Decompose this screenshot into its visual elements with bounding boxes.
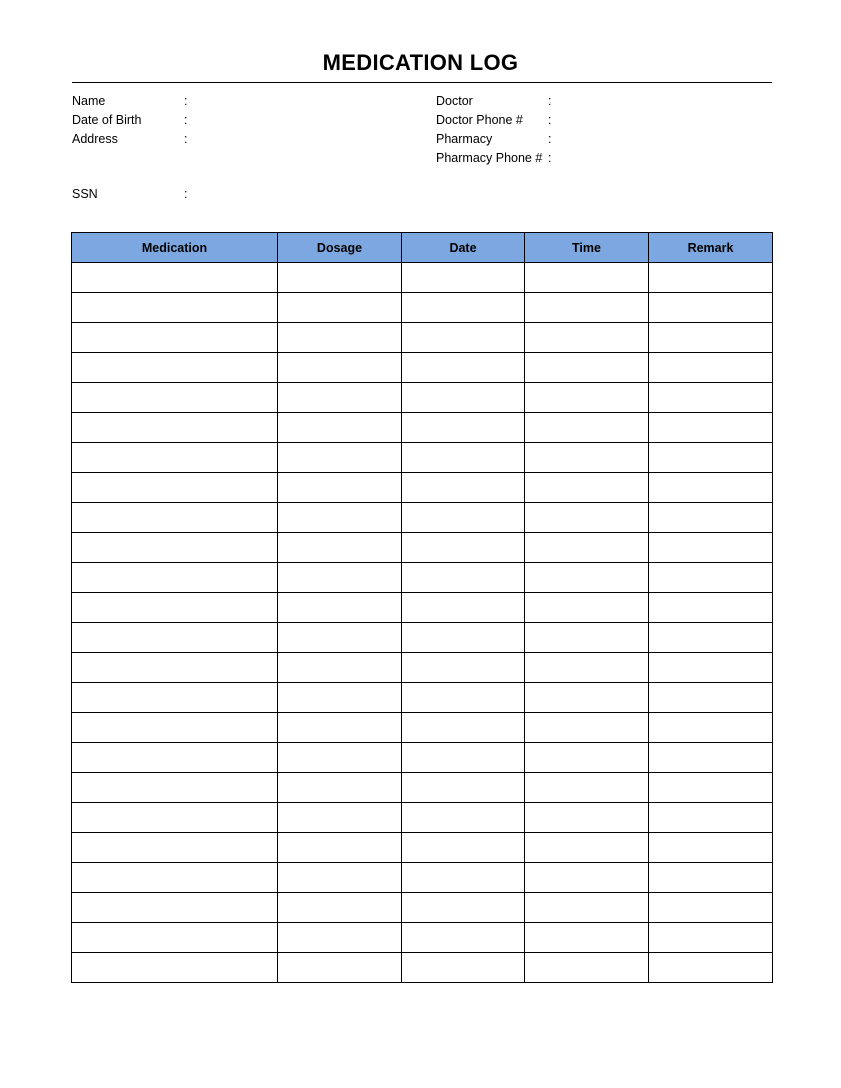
cell-dosage[interactable] (278, 803, 402, 833)
cell-time[interactable] (525, 593, 649, 623)
cell-time[interactable] (525, 653, 649, 683)
cell-medication[interactable] (72, 413, 278, 443)
table-row (72, 353, 773, 383)
table-row (72, 293, 773, 323)
cell-dosage[interactable] (278, 533, 402, 563)
cell-dosage[interactable] (278, 443, 402, 473)
cell-remark[interactable] (649, 443, 773, 473)
field-date-of-birth-label: Date of Birth (72, 113, 142, 127)
cell-time[interactable] (525, 263, 649, 293)
table-row (72, 863, 773, 893)
cell-medication[interactable] (72, 623, 278, 653)
patient-info-right-column (436, 92, 766, 168)
table-row (72, 533, 773, 563)
cell-date[interactable] (402, 533, 525, 563)
cell-date[interactable] (402, 593, 525, 623)
cell-date[interactable] (402, 683, 525, 713)
field-ssn (72, 185, 402, 204)
cell-remark[interactable] (649, 713, 773, 743)
medication-table-wrapper (71, 232, 772, 983)
column-header-medication: Medication (72, 233, 278, 263)
cell-medication[interactable] (72, 743, 278, 773)
field-doctor-label: Doctor (436, 94, 473, 108)
table-row (72, 893, 773, 923)
cell-time[interactable] (525, 413, 649, 443)
cell-time[interactable] (525, 443, 649, 473)
field-name-colon: : (184, 94, 188, 108)
cell-remark[interactable] (649, 473, 773, 503)
cell-dosage[interactable] (278, 653, 402, 683)
cell-date[interactable] (402, 923, 525, 953)
cell-date[interactable] (402, 893, 525, 923)
cell-time[interactable] (525, 893, 649, 923)
table-row (72, 953, 773, 983)
table-row (72, 713, 773, 743)
field-doctor-phone (436, 111, 766, 130)
cell-date[interactable] (402, 773, 525, 803)
cell-date[interactable] (402, 263, 525, 293)
field-name-value[interactable] (194, 92, 402, 105)
cell-dosage[interactable] (278, 683, 402, 713)
cell-date[interactable] (402, 653, 525, 683)
field-address-label: Address (72, 132, 118, 146)
field-doctor-phone-colon: : (548, 113, 552, 127)
cell-time[interactable] (525, 923, 649, 953)
cell-date[interactable] (402, 293, 525, 323)
field-pharmacy (436, 130, 766, 149)
cell-date[interactable] (402, 833, 525, 863)
cell-remark[interactable] (649, 743, 773, 773)
cell-medication[interactable] (72, 383, 278, 413)
cell-dosage[interactable] (278, 323, 402, 353)
cell-date[interactable] (402, 443, 525, 473)
cell-medication[interactable] (72, 503, 278, 533)
cell-medication[interactable] (72, 653, 278, 683)
field-pharmacy-phone-label: Pharmacy Phone # (436, 151, 543, 165)
cell-date[interactable] (402, 623, 525, 653)
cell-time[interactable] (525, 353, 649, 383)
cell-medication[interactable] (72, 803, 278, 833)
cell-medication[interactable] (72, 953, 278, 983)
cell-remark[interactable] (649, 593, 773, 623)
cell-medication[interactable] (72, 563, 278, 593)
cell-medication[interactable] (72, 293, 278, 323)
table-row (72, 473, 773, 503)
cell-remark[interactable] (649, 923, 773, 953)
field-doctor (436, 92, 766, 111)
cell-dosage[interactable] (278, 293, 402, 323)
field-date-of-birth-value[interactable] (194, 111, 402, 124)
cell-medication[interactable] (72, 683, 278, 713)
column-header-remark: Remark (649, 233, 773, 263)
medication-table (71, 232, 773, 983)
cell-time[interactable] (525, 323, 649, 353)
cell-time[interactable] (525, 473, 649, 503)
cell-dosage[interactable] (278, 713, 402, 743)
cell-date[interactable] (402, 953, 525, 983)
field-pharmacy-phone (436, 149, 766, 168)
cell-dosage[interactable] (278, 473, 402, 503)
cell-date[interactable] (402, 413, 525, 443)
cell-medication[interactable] (72, 353, 278, 383)
table-row (72, 593, 773, 623)
cell-remark[interactable] (649, 893, 773, 923)
cell-date[interactable] (402, 503, 525, 533)
cell-remark[interactable] (649, 773, 773, 803)
field-doctor-colon: : (548, 94, 552, 108)
cell-time[interactable] (525, 773, 649, 803)
cell-date[interactable] (402, 563, 525, 593)
cell-time[interactable] (525, 563, 649, 593)
cell-dosage[interactable] (278, 863, 402, 893)
cell-medication[interactable] (72, 923, 278, 953)
cell-time[interactable] (525, 953, 649, 983)
cell-remark[interactable] (649, 863, 773, 893)
cell-remark[interactable] (649, 683, 773, 713)
cell-dosage[interactable] (278, 353, 402, 383)
cell-time[interactable] (525, 623, 649, 653)
cell-time[interactable] (525, 713, 649, 743)
cell-medication[interactable] (72, 893, 278, 923)
cell-dosage[interactable] (278, 923, 402, 953)
cell-remark[interactable] (649, 563, 773, 593)
cell-dosage[interactable] (278, 563, 402, 593)
field-doctor-phone-label: Doctor Phone # (436, 113, 523, 127)
cell-medication[interactable] (72, 443, 278, 473)
column-header-time: Time (525, 233, 649, 263)
cell-dosage[interactable] (278, 383, 402, 413)
table-row (72, 683, 773, 713)
cell-time[interactable] (525, 533, 649, 563)
cell-remark[interactable] (649, 653, 773, 683)
field-ssn-value[interactable] (194, 185, 402, 198)
cell-dosage[interactable] (278, 623, 402, 653)
title-divider (72, 82, 772, 83)
cell-medication[interactable] (72, 713, 278, 743)
cell-medication[interactable] (72, 593, 278, 623)
table-row (72, 923, 773, 953)
cell-medication[interactable] (72, 323, 278, 353)
field-ssn-colon: : (184, 187, 188, 201)
table-row (72, 443, 773, 473)
cell-time[interactable] (525, 833, 649, 863)
field-address (72, 130, 402, 149)
field-pharmacy-colon: : (548, 132, 552, 146)
medication-table-head (72, 233, 773, 263)
cell-dosage[interactable] (278, 503, 402, 533)
cell-dosage[interactable] (278, 263, 402, 293)
cell-time[interactable] (525, 503, 649, 533)
cell-time[interactable] (525, 803, 649, 833)
cell-time[interactable] (525, 743, 649, 773)
cell-date[interactable] (402, 863, 525, 893)
field-pharmacy-phone-value[interactable] (558, 149, 766, 162)
table-row (72, 383, 773, 413)
table-row (72, 323, 773, 353)
cell-time[interactable] (525, 863, 649, 893)
table-row (72, 803, 773, 833)
table-row (72, 653, 773, 683)
table-row (72, 773, 773, 803)
cell-dosage[interactable] (278, 953, 402, 983)
cell-dosage[interactable] (278, 743, 402, 773)
cell-medication[interactable] (72, 773, 278, 803)
column-header-date: Date (402, 233, 525, 263)
table-header-row (72, 233, 773, 263)
table-row (72, 263, 773, 293)
field-date-of-birth-colon: : (184, 113, 188, 127)
cell-remark[interactable] (649, 503, 773, 533)
cell-dosage[interactable] (278, 833, 402, 863)
field-pharmacy-label: Pharmacy (436, 132, 493, 146)
cell-medication[interactable] (72, 473, 278, 503)
cell-date[interactable] (402, 353, 525, 383)
cell-remark[interactable] (649, 833, 773, 863)
cell-dosage[interactable] (278, 413, 402, 443)
cell-remark[interactable] (649, 323, 773, 353)
table-row (72, 833, 773, 863)
cell-time[interactable] (525, 383, 649, 413)
cell-remark[interactable] (649, 293, 773, 323)
field-ssn-label: SSN (72, 187, 98, 201)
table-row (72, 503, 773, 533)
field-name (72, 92, 402, 111)
cell-dosage[interactable] (278, 773, 402, 803)
field-name-label: Name (72, 94, 106, 108)
field-pharmacy-value[interactable] (558, 130, 766, 143)
cell-medication[interactable] (72, 263, 278, 293)
cell-remark[interactable] (649, 803, 773, 833)
page-title: MEDICATION LOG (322, 50, 519, 75)
table-row (72, 563, 773, 593)
field-pharmacy-phone-colon: : (548, 151, 552, 165)
cell-dosage[interactable] (278, 893, 402, 923)
table-row (72, 413, 773, 443)
field-doctor-phone-value[interactable] (558, 111, 766, 124)
cell-remark[interactable] (649, 353, 773, 383)
column-header-dosage: Dosage (278, 233, 402, 263)
table-row (72, 743, 773, 773)
cell-date[interactable] (402, 713, 525, 743)
cell-date[interactable] (402, 323, 525, 353)
field-date-of-birth (72, 111, 402, 130)
cell-date[interactable] (402, 743, 525, 773)
field-address-colon: : (184, 132, 188, 146)
cell-remark[interactable] (649, 953, 773, 983)
cell-remark[interactable] (649, 623, 773, 653)
cell-remark[interactable] (649, 533, 773, 563)
cell-dosage[interactable] (278, 593, 402, 623)
field-address-value[interactable] (194, 130, 402, 143)
cell-medication[interactable] (72, 863, 278, 893)
cell-remark[interactable] (649, 413, 773, 443)
field-doctor-value[interactable] (558, 92, 766, 105)
cell-date[interactable] (402, 383, 525, 413)
cell-medication[interactable] (72, 833, 278, 863)
table-row (72, 623, 773, 653)
medication-table-body (72, 263, 773, 983)
cell-date[interactable] (402, 803, 525, 833)
patient-info-left-column (72, 92, 402, 204)
cell-date[interactable] (402, 473, 525, 503)
cell-medication[interactable] (72, 533, 278, 563)
cell-time[interactable] (525, 293, 649, 323)
cell-remark[interactable] (649, 263, 773, 293)
cell-time[interactable] (525, 683, 649, 713)
cell-remark[interactable] (649, 383, 773, 413)
